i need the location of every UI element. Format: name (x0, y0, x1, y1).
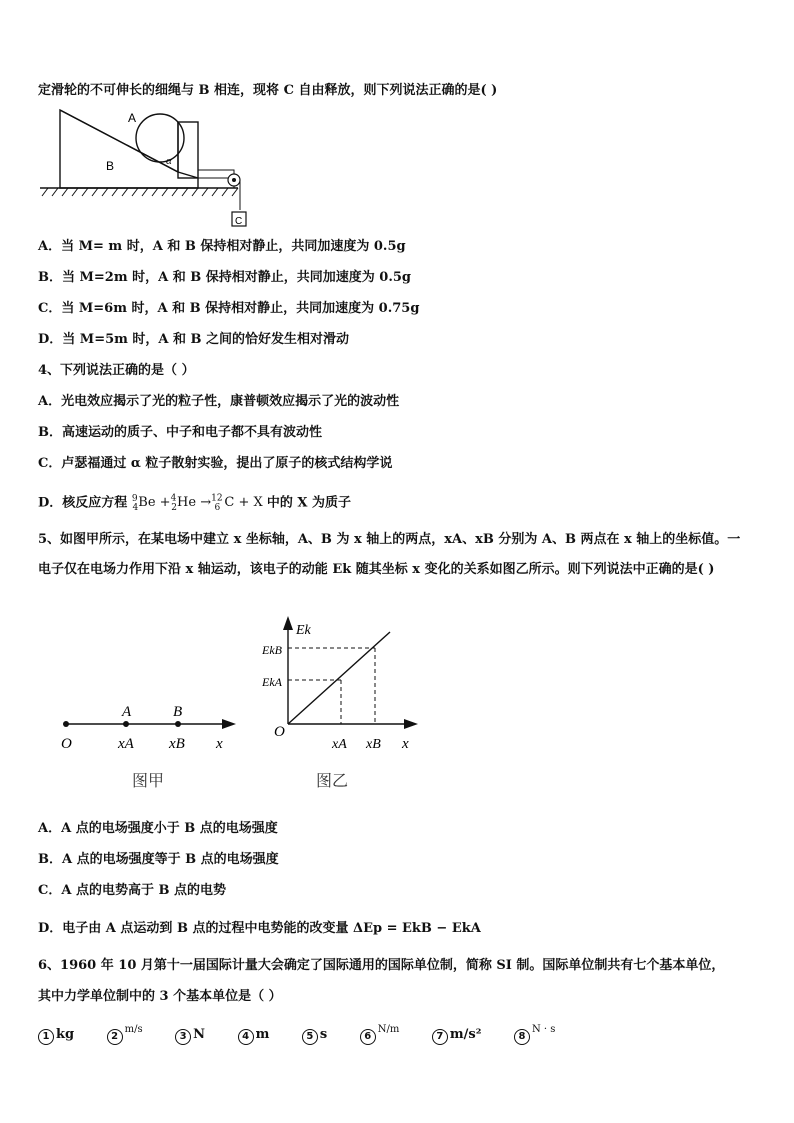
q4-option-d-prefix: D．核反应方程 (38, 495, 128, 511)
q3-option-d: D．当 M=5m 时，A 和 B 之间的恰好发生相对滑动 (38, 332, 350, 347)
fig-yi (262, 612, 432, 797)
q3-option-b: B．当 M=2m 时，A 和 B 保持相对静止，共同加速度为 0.5g (38, 270, 412, 285)
unit-option: $6^{N/m}$ (360, 1021, 400, 1045)
fig-jia (56, 696, 246, 796)
yi-x: x (402, 736, 409, 752)
unit-option: 4 m (238, 1026, 270, 1045)
q5-option-b: B．A 点的电场强度等于 B 点的电场强度 (38, 852, 279, 867)
q6-stem-line2: 其中力学单位制中的 3 个基本单位是（ ） (38, 989, 282, 1004)
label-a: A (128, 111, 137, 125)
yi-o: O (274, 724, 285, 740)
unit-option: $8^{N \cdot s}$ (514, 1021, 555, 1045)
q5-option-d: D．电子由 A 点运动到 B 点的过程中电势能的改变量 ΔEp = EkB − EkA (38, 921, 481, 936)
q5-stem-line1: 5、如图甲所示，在某电场中建立 x 坐标轴，A、B 为 x 轴上的两点，xA、xB 分别为 A、B 两点在 x 轴上的坐标值。一 (38, 532, 741, 547)
yi-ekb: EkB (262, 643, 282, 657)
label-c: C (235, 216, 243, 227)
q4-option-a: A．光电效应揭示了光的粒子性，康普顿效应揭示了光的波动性 (38, 394, 400, 409)
q4-stem: 4、下列说法正确的是（ ） (38, 363, 195, 378)
q5-option-a: A．A 点的电场强度小于 B 点的电场强度 (38, 821, 278, 836)
q5-stem-line2: 电子仅在电场力作用下沿 x 轴运动，该电子的动能 Ek 随其坐标 x 变化的关系如图乙所示。则下列说法中正确的是( ) (38, 562, 715, 577)
q5-option-c: C．A 点的电势高于 B 点的电势 (38, 883, 226, 898)
unit-option: $2^{m/s}$ (107, 1021, 143, 1045)
jia-b: B (173, 704, 183, 720)
q4-option-c: C．卢瑟福通过 α 粒子散射实验，提出了原子的核式结构学说 (38, 456, 393, 471)
label-alpha: α (166, 155, 172, 167)
jia-xa: xA (118, 736, 134, 752)
yi-xb: xB (366, 737, 381, 752)
nuclear-equation: $^9_4$Be +$^4_2$He →$^{12}_6$ C + X (131, 494, 267, 513)
q3-option-c: C．当 M=6m 时，A 和 B 保持相对静止，共同加速度为 0.75g (38, 301, 420, 316)
q4-option-d-suffix: 中的 X 为质子 (266, 495, 352, 511)
yi-eka: EkA (262, 675, 282, 689)
q4-option-b: B．高速运动的质子、中子和电子都不具有波动性 (38, 425, 322, 440)
q3-incline-figure (38, 102, 258, 232)
q6-unit-list (38, 1021, 583, 1045)
unit-option: 5 s (302, 1026, 327, 1045)
jia-xb: xB (169, 736, 185, 752)
unit-option: 7 m/s² (432, 1026, 482, 1045)
q6-stem-line1: 6、1960 年 10 月第十一届国际计量大会确定了国际通用的国际单位制，简称 SI 制。国际单位制共有七个基本单位， (38, 958, 725, 973)
q4-option-d (38, 490, 351, 517)
unit-option: 3 N (175, 1026, 205, 1045)
yi-caption: 图乙 (316, 771, 349, 790)
jia-x: x (216, 736, 223, 752)
unit-option: 1 kg (38, 1026, 74, 1045)
jia-a: A (122, 704, 132, 720)
jia-o: O (61, 736, 72, 752)
yi-ek: Ek (296, 623, 311, 638)
q3-option-a: A．当 M= m 时，A 和 B 保持相对静止，共同加速度为 0.5g (38, 239, 406, 254)
yi-xa: xA (332, 737, 347, 752)
jia-caption: 图甲 (132, 771, 165, 790)
label-b: B (106, 159, 115, 173)
q3-stem: 定滑轮的不可伸长的细绳与 B 相连，现将 C 自由释放，则下列说法正确的是( ) (38, 83, 498, 98)
